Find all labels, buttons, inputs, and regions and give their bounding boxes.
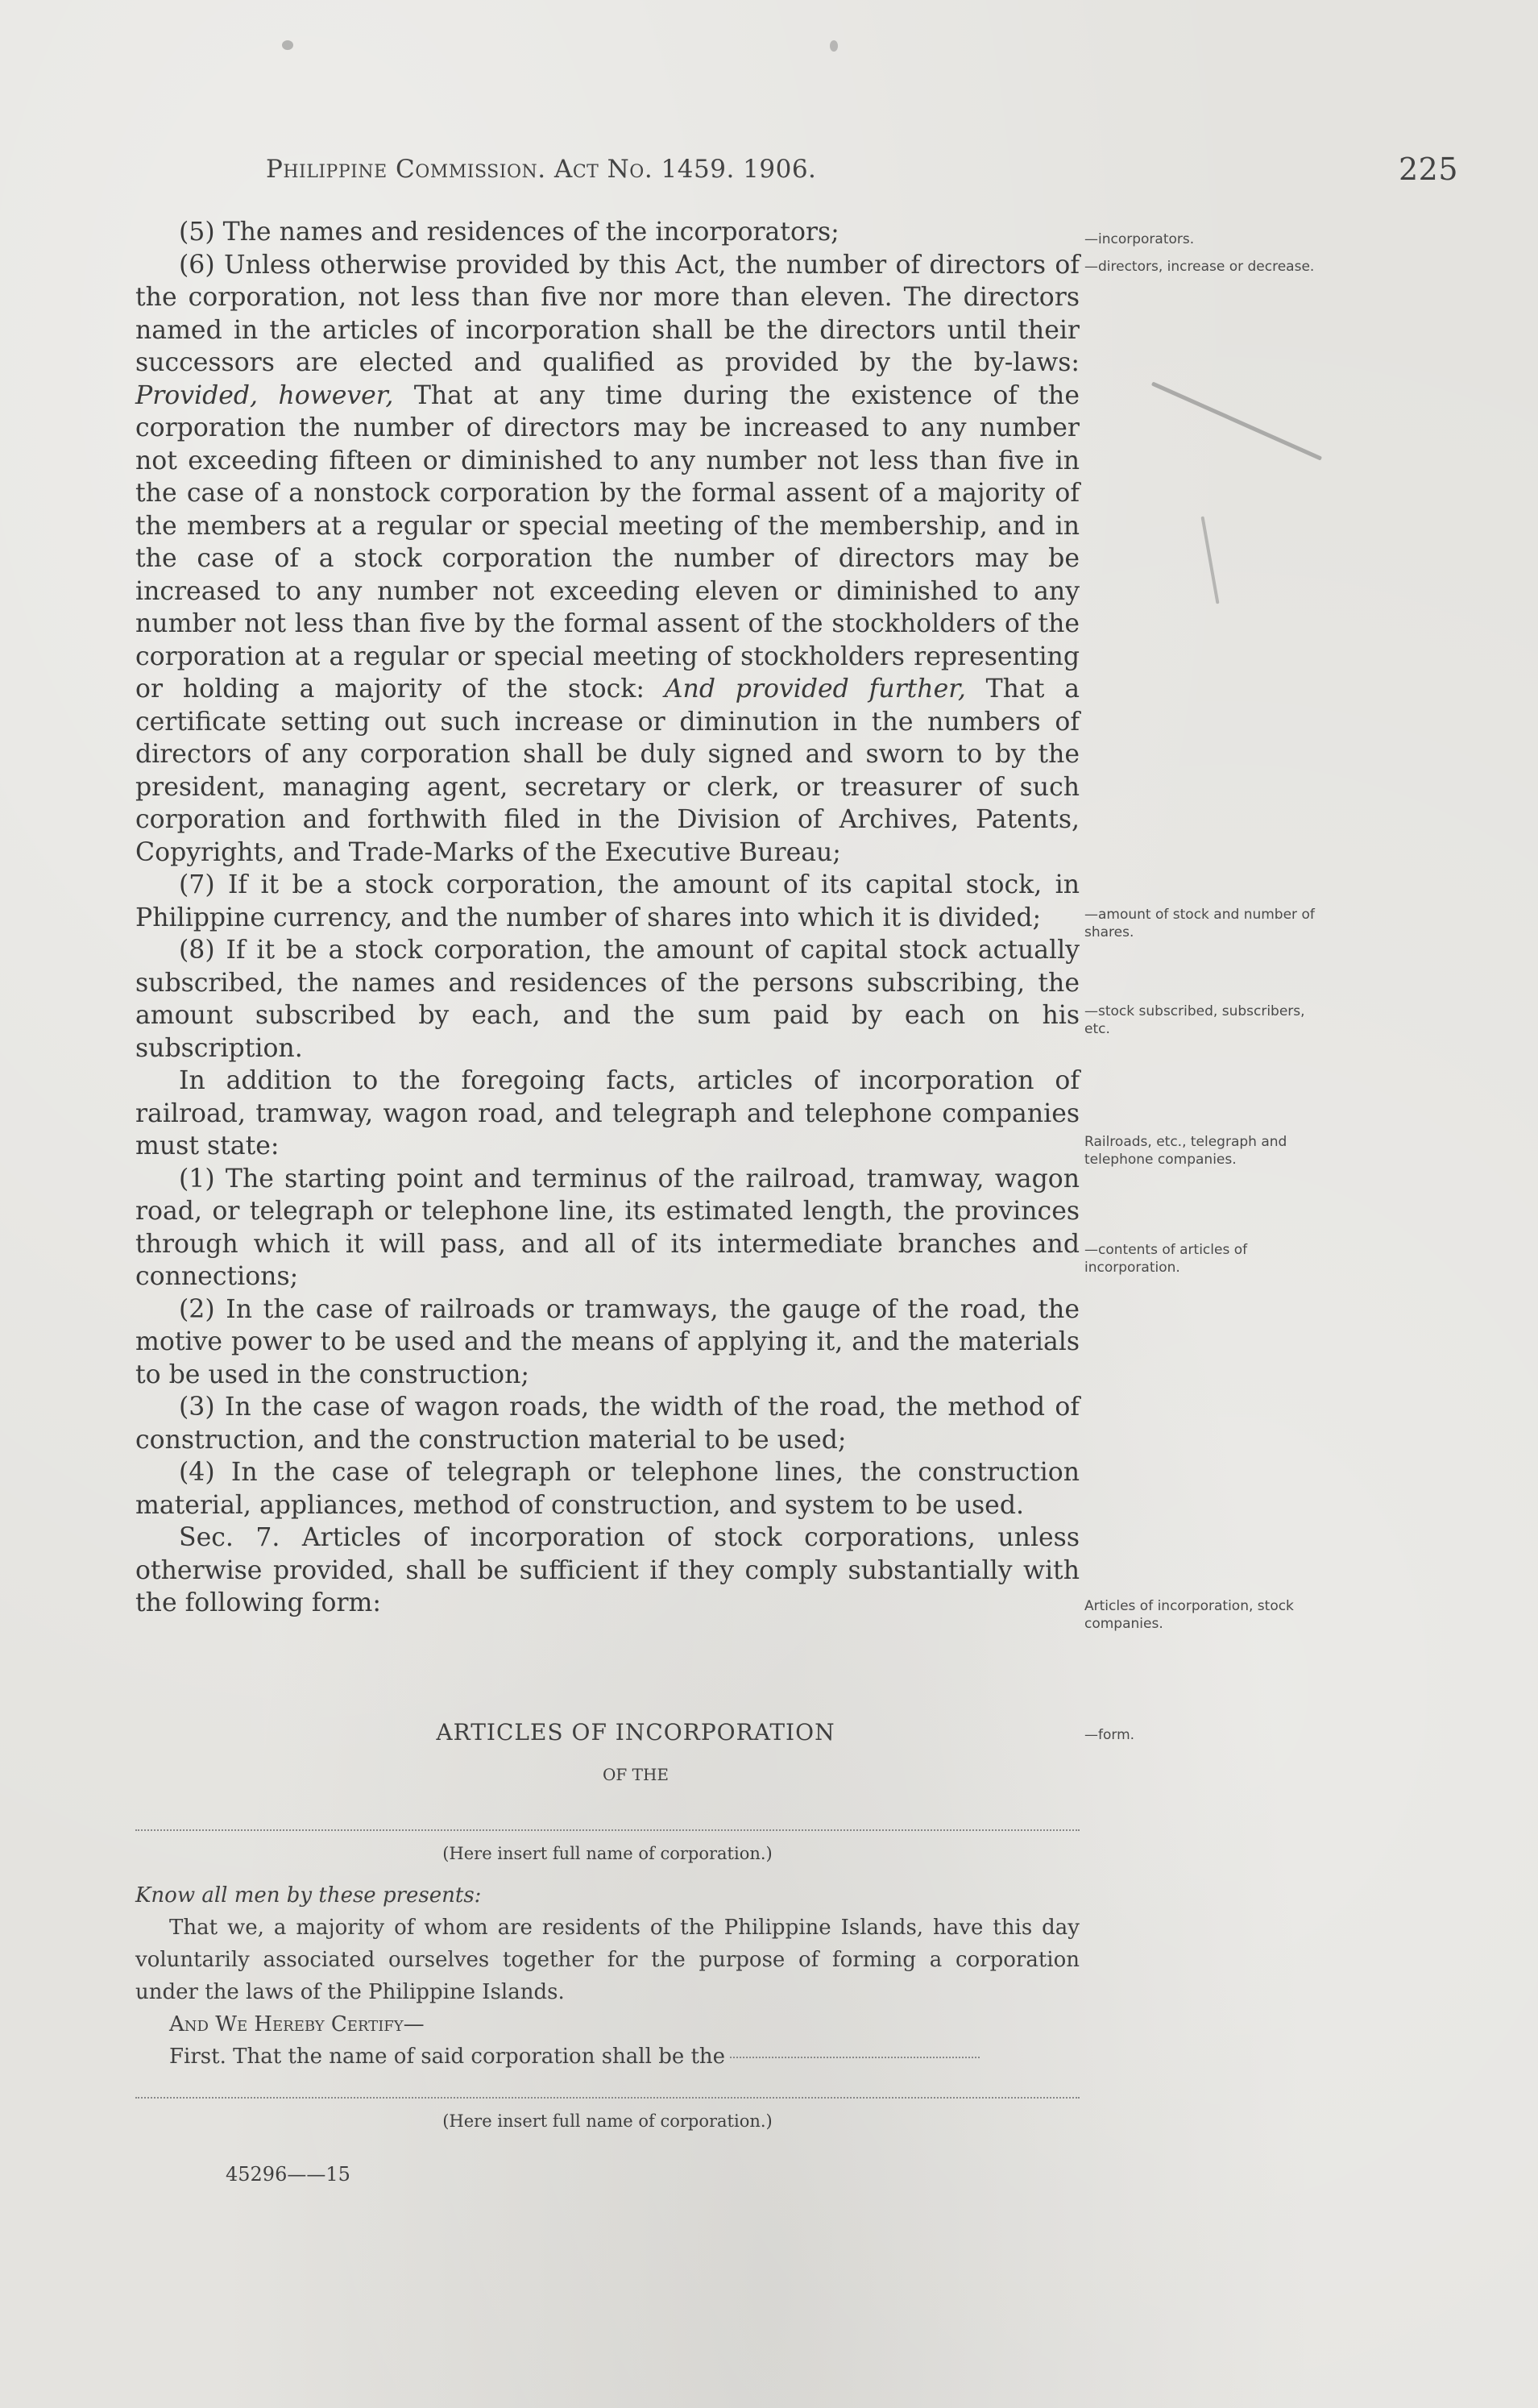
margin-note-railroads: Railroads, etc., telegraph and telephone companies. — [1084, 1134, 1287, 1168]
margin-note-incorporators: —incorporators. — [1084, 231, 1195, 247]
form-caption-name: (Here insert full name of corporation.) — [442, 1844, 773, 1863]
margin-note-stock-subscribed: —stock subscribed, subscribers, etc. — [1084, 1003, 1305, 1037]
margin-note-contents: —contents of articles of incorporation. — [1084, 1242, 1248, 1276]
running-title: Philippine Commission. Act No. 1459. 1906. — [266, 155, 817, 184]
margin-note-directors: —directors, increase or decrease. — [1084, 259, 1315, 275]
paragraph-section-7: Sec. 7. Articles of incorporation of stock corporations, unless otherwise provided, shall be sufficient if they comply substantially with the following form: — [135, 1523, 1080, 1617]
form-know-all: Know all men by these presents: — [135, 1883, 482, 1908]
paragraph-directors-middle: That at any time during the existence of the corporation the number of directors may be increased to any number not exceeding fifteen or diminished to any number not less than five in the case of a nonstock corporation by the formal assent of a majority of the members at a regular or special meeting of the membership, and in the case of a stock corporation the number of directors may be increased to any number not exceeding eleven or diminished to any number not less than five by the formal assent of the stockholders of the corporation at a regular or special meeting of stockholders representing or holding a majority of the stock: — [135, 380, 1080, 704]
form-intro: That we, a majority of whom are residents of the Philippine Islands, have this day voluntarily associated ourselves together for the purpose of forming a corporation under the laws of the Philippine Islands. — [135, 1916, 1080, 2004]
paragraph-gauge: (2) In the case of railroads or tramways, the gauge of the road, the motive power to be used and the means of applying it, and the materials to be used in the construction; — [135, 1294, 1080, 1389]
form-caption-name-2: (Here insert full name of corporation.) — [442, 2111, 773, 2131]
scan-scratch-mark — [1151, 381, 1322, 460]
form-first-line — [730, 2057, 980, 2058]
scan-scratch-mark — [1200, 516, 1219, 604]
page-number: 225 — [1398, 152, 1458, 187]
paragraph-stock-subscribed: (8) If it be a stock corporation, the amount of capital stock actually subscribed, the names and residences of the persons subscribing, the amount subscribed by each, and the sum paid by each on his subscription. — [135, 936, 1080, 1063]
provided-further: And provided further, — [664, 675, 966, 704]
paragraph-incorporators: (5) The names and residences of the incorporators; — [179, 218, 839, 247]
margin-note-form: —form. — [1084, 1727, 1135, 1743]
provided-however: Provided, however, — [135, 380, 394, 410]
page-header — [226, 145, 1458, 190]
scan-speck — [282, 40, 293, 50]
paragraph-directors — [135, 249, 1080, 870]
form-title: ARTICLES OF INCORPORATION — [436, 1719, 835, 1746]
form-first — [135, 2041, 1080, 2073]
printer-signature: 45296——15 — [226, 2163, 350, 2186]
form-of-the: OF THE — [602, 1765, 669, 1784]
paragraph-terminus: (1) The starting point and terminus of the railroad, tramway, wagon road, or telegraph or telephone line, its estimated length, the provinces through which it will pass, and all of its intermediate branches and connections; — [135, 1164, 1080, 1291]
paragraph-railroads: In addition to the foregoing facts, articles of incorporation of railroad, tramway, wagon road, and telegraph and telephone companies must state: — [135, 1066, 1080, 1160]
form-first-text: First. That the name of said corporation shall be the — [169, 2045, 726, 2069]
margin-note-articles: Articles of incorporation, stock companies. — [1084, 1598, 1294, 1632]
paragraph-telegraph: (4) In the case of telegraph or telephone lines, the construction material, appliances, method of construction, and system to be used. — [135, 1458, 1080, 1520]
margin-note-amount-of-stock: —amount of stock and number of shares. — [1084, 907, 1315, 940]
paragraph-directors-start: (6) Unless otherwise provided by this Act, the number of directors of the corporation, not less than five nor more than eleven. The directors named in the articles of incorporation shall be the directors until their successors are elected and qualified as provided by the by-laws: — [135, 250, 1080, 377]
paragraph-capital-stock: (7) If it be a stock corporation, the amount of its capital stock, in Philippine currency, and the number of shares into which it is divided; — [135, 870, 1080, 932]
paragraph-directors-end: That a certificate setting out such increase or diminution in the numbers of directors of any corporation shall be duly signed and sworn to by the president, managing agent, secretary or clerk, or treasurer of such corporation and forthwith filed in the Division of Archives, Patents, Copyrights, and Trade-Marks of the Executive Bureau; — [135, 675, 1080, 867]
scan-speck — [830, 40, 838, 52]
form-name-line-2 — [135, 2097, 1080, 2099]
form-name-line — [135, 1829, 1080, 1831]
form-certify: And We Hereby Certify— — [169, 2012, 425, 2036]
articles-form — [135, 1717, 1080, 2190]
main-text — [135, 216, 1080, 1620]
paragraph-wagon-roads: (3) In the case of wagon roads, the width of the road, the method of construction, and the construction material to be used; — [135, 1393, 1080, 1455]
